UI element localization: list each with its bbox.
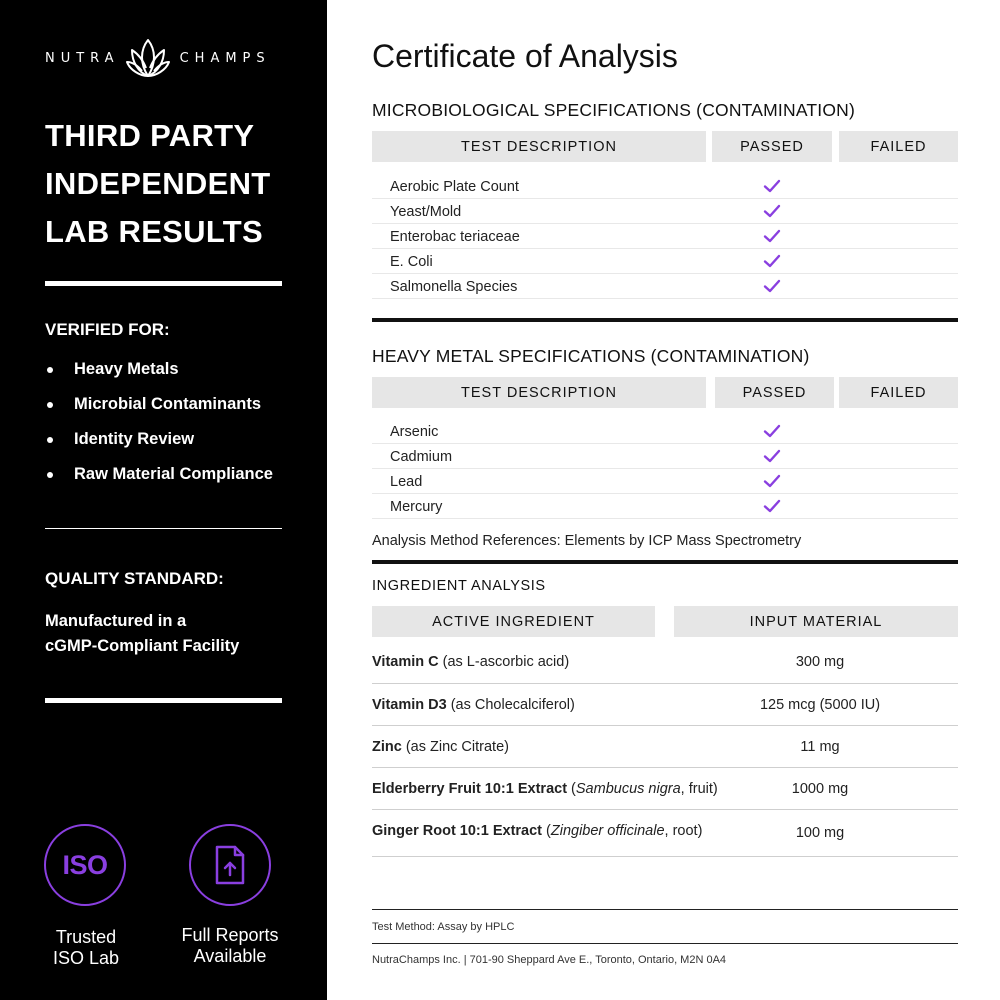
metal-section-title: HEAVY METAL SPECIFICATIONS (CONTAMINATION) bbox=[372, 346, 810, 366]
checkmark-icon bbox=[762, 446, 782, 466]
iso-badge-caption: Trusted ISO Lab bbox=[52, 927, 120, 968]
left-panel bbox=[0, 0, 327, 1000]
ingredient-amount: 100 mg bbox=[795, 825, 845, 841]
ingredient-amount: 11 mg bbox=[800, 739, 840, 755]
metal-table-row bbox=[372, 444, 958, 469]
headline-line-1: THIRD PARTY bbox=[45, 118, 255, 153]
verified-item: Microbial Contaminants bbox=[45, 395, 273, 430]
test-description: Aerobic Plate Count bbox=[390, 179, 519, 195]
ingredient-name: Elderberry Fruit 10:1 Extract (Sambucus nigra, fruit) bbox=[372, 781, 718, 797]
quality-text: Manufactured in a cGMP-Compliant Facility bbox=[45, 612, 240, 655]
test-description: Lead bbox=[390, 474, 423, 490]
sidebar-divider-thin bbox=[45, 528, 282, 529]
ingredient-header-active: ACTIVE INGREDIENT bbox=[372, 606, 655, 637]
micro-header-passed: PASSED bbox=[712, 131, 832, 162]
checkmark-icon bbox=[762, 276, 782, 296]
metal-header-passed: PASSED bbox=[715, 377, 834, 408]
headline-line-3: LAB RESULTS bbox=[45, 214, 263, 249]
ingredient-row bbox=[372, 684, 958, 726]
test-description: Salmonella Species bbox=[390, 279, 518, 295]
checkmark-icon bbox=[762, 226, 782, 246]
micro-table-row bbox=[372, 274, 958, 299]
quality-label: QUALITY STANDARD: bbox=[45, 569, 224, 588]
main-panel bbox=[327, 0, 1000, 1000]
micro-table-row bbox=[372, 224, 958, 249]
iso-badge-text: ISO bbox=[62, 849, 108, 880]
iso-badge-icon bbox=[44, 824, 126, 906]
ingredient-row bbox=[372, 726, 958, 768]
checkmark-icon bbox=[762, 496, 782, 516]
verified-item: Heavy Metals bbox=[45, 360, 273, 395]
test-description: Mercury bbox=[390, 499, 443, 515]
metal-header-failed: FAILED bbox=[839, 377, 958, 408]
checkmark-icon bbox=[762, 176, 782, 196]
section-divider-2 bbox=[372, 560, 958, 564]
micro-section-title: MICROBIOLOGICAL SPECIFICATIONS (CONTAMINATION) bbox=[372, 100, 856, 120]
brand-right-word: CHAMPS bbox=[179, 50, 271, 66]
metal-table-row bbox=[372, 494, 958, 519]
sidebar-headline bbox=[45, 112, 271, 256]
bullet-icon bbox=[47, 402, 53, 408]
ingredient-amount: 1000 mg bbox=[791, 781, 849, 797]
checkmark-icon bbox=[762, 251, 782, 271]
brand-left-word: NUTRA bbox=[45, 50, 120, 66]
test-method-note: Test Method: Assay by HPLC bbox=[372, 921, 515, 933]
file-upload-icon bbox=[213, 845, 247, 885]
ingredient-row bbox=[372, 810, 958, 857]
ingredient-header-input: INPUT MATERIAL bbox=[674, 606, 958, 637]
headline-line-2: INDEPENDENT bbox=[45, 166, 271, 201]
page-title: Certificate of Analysis bbox=[372, 38, 678, 74]
test-description: Yeast/Mold bbox=[390, 204, 462, 220]
micro-table-row bbox=[372, 174, 958, 199]
ingredient-section-title: INGREDIENT ANALYSIS bbox=[372, 578, 546, 594]
brand-logo-group bbox=[45, 36, 285, 80]
metal-header-test: TEST DESCRIPTION bbox=[372, 377, 706, 408]
sidebar-divider-thick-1 bbox=[45, 281, 282, 286]
test-description: Cadmium bbox=[390, 449, 453, 465]
bullet-icon bbox=[47, 367, 53, 373]
ingredient-name: Zinc (as Zinc Citrate) bbox=[372, 739, 509, 755]
micro-header-test: TEST DESCRIPTION bbox=[372, 131, 706, 162]
micro-table-row bbox=[372, 249, 958, 274]
ingredient-amount: 300 mg bbox=[795, 654, 845, 670]
ingredient-name: Ginger Root 10:1 Extract (Zingiber officinale, root) bbox=[372, 823, 703, 839]
ingredient-row bbox=[372, 641, 958, 684]
ingredient-name: Vitamin C (as L-ascorbic acid) bbox=[372, 654, 570, 670]
verified-label: VERIFIED FOR: bbox=[45, 320, 170, 339]
checkmark-icon bbox=[762, 421, 782, 441]
footer-rule-1 bbox=[372, 909, 958, 910]
verified-list bbox=[45, 360, 273, 500]
checkmark-icon bbox=[762, 471, 782, 491]
company-address: NutraChamps Inc. | 701-90 Sheppard Ave E., Toronto, Ontario, M2N 0A4 bbox=[372, 954, 727, 966]
verified-item: Identity Review bbox=[45, 430, 273, 465]
lotus-logo-icon bbox=[126, 36, 170, 80]
sidebar-divider-thick-2 bbox=[45, 698, 282, 703]
ingredient-amount: 125 mcg (5000 IU) bbox=[759, 697, 881, 713]
verified-item: Raw Material Compliance bbox=[45, 465, 273, 500]
bullet-icon bbox=[47, 437, 53, 443]
micro-table-row bbox=[372, 199, 958, 224]
analysis-method-reference: Analysis Method References: Elements by ICP Mass Spectrometry bbox=[372, 533, 802, 549]
reports-badge-caption: Full Reports Available bbox=[181, 925, 279, 966]
footer-rule-2 bbox=[372, 943, 958, 944]
section-divider-1 bbox=[372, 318, 958, 322]
metal-table-row bbox=[372, 469, 958, 494]
checkmark-icon bbox=[762, 201, 782, 221]
test-description: Arsenic bbox=[390, 424, 439, 440]
test-description: Enterobac teriaceae bbox=[390, 229, 520, 245]
ingredient-name: Vitamin D3 (as Cholecalciferol) bbox=[372, 697, 575, 713]
ingredient-row bbox=[372, 768, 958, 810]
metal-table-row bbox=[372, 419, 958, 444]
bullet-icon bbox=[47, 472, 53, 478]
report-upload-icon bbox=[189, 824, 271, 906]
test-description: E. Coli bbox=[390, 254, 433, 270]
micro-header-failed: FAILED bbox=[839, 131, 958, 162]
